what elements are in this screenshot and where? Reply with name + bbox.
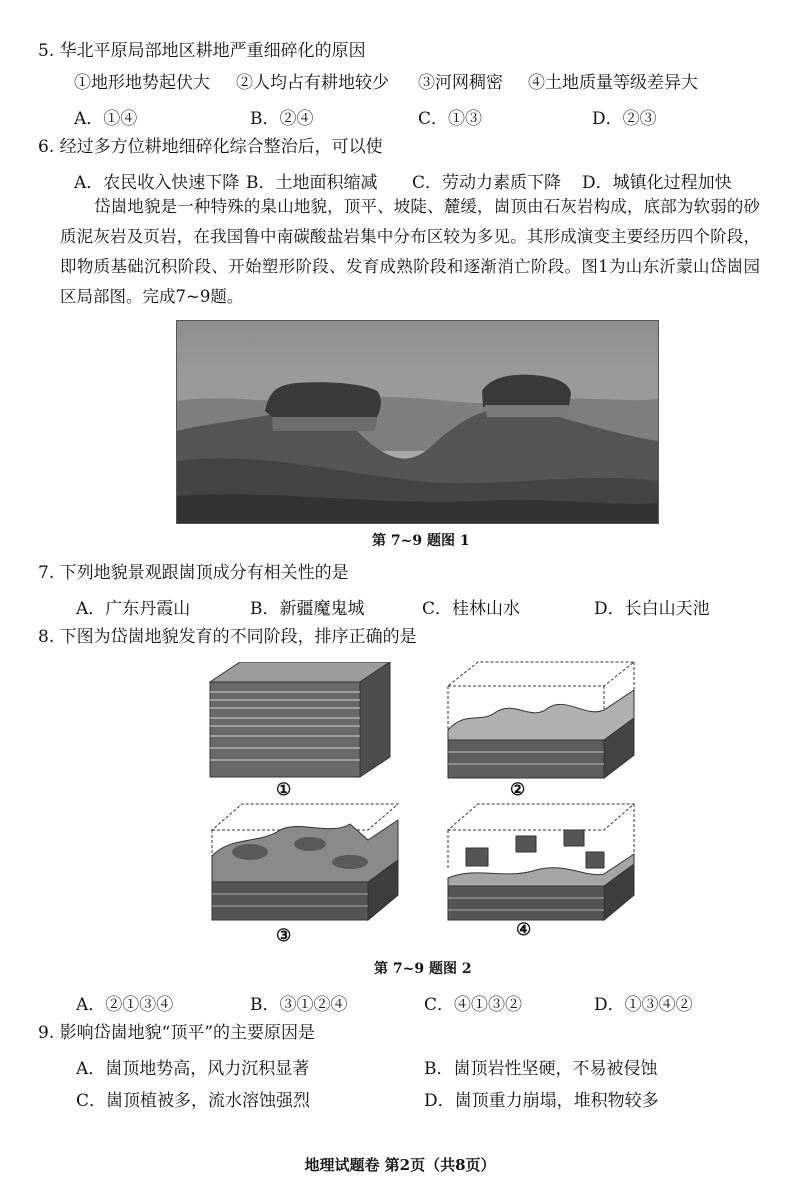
page-footer: 地理试题卷 第2页（共8页） (304, 1156, 496, 1174)
stage-label-3: ③ (276, 926, 292, 946)
q6-option-c: C．劳动力素质下降 (412, 173, 562, 193)
mesa-landscape-photo (176, 320, 659, 524)
question-9-stem: 9. 影响岱崮地貌“顶平”的主要原因是 (38, 1023, 316, 1043)
q5-option-a: A．①④ (74, 109, 138, 129)
question-5-stem: 5. 华北平原局部地区耕地严重细碎化的原因 (38, 41, 366, 61)
question-8-stem: 8. 下图为岱崮地貌发育的不同阶段，排序正确的是 (38, 627, 417, 647)
stage-label-2: ② (510, 780, 526, 800)
stage-block-1-diagram (200, 662, 400, 782)
stage-block-2-diagram (436, 660, 646, 780)
q5-option-b: B．②④ (250, 109, 314, 129)
q5-option-d: D．②③ (592, 109, 657, 129)
q9-option-a: A．崮顶地势高，风力沉积显著 (76, 1059, 310, 1079)
mesa-landscape-image (177, 321, 658, 523)
figure-2-caption: 第 7~9 题图 2 (374, 961, 472, 977)
q5-item-1: ①地形地势起伏大 (74, 73, 210, 93)
q7-option-b: B．新疆魔鬼城 (250, 599, 365, 619)
q5-option-c: C．①③ (418, 109, 483, 129)
q5-item-4: ④土地质量等级差异大 (528, 73, 698, 93)
reading-passage: 岱崮地貌是一种特殊的臬山地貌，顶平、坡陡、麓缓，崮顶由石灰岩构成，底部为软弱的砂质泥灰岩及页岩，在我国鲁中南碳酸盐岩集中分布区较为多见。其形成演变主要经历四个阶段，即物质基础沉积阶段、开始塑形阶段、发育成熟阶段和逐渐消亡阶段。图1为山东沂蒙山岱崮园区局部图。完成7~9题。 (60, 197, 760, 306)
stage-block-4-diagram (436, 800, 646, 925)
q6-option-b: B．土地面积缩减 (246, 173, 378, 193)
q6-option-d: D．城镇化过程加快 (582, 173, 732, 193)
question-6-stem: 6. 经过多方位耕地细碎化综合整治后，可以使 (38, 137, 383, 157)
q7-option-a: A．广东丹霞山 (76, 599, 191, 619)
q8-option-c: C．④①③② (424, 995, 523, 1015)
figure-1-caption: 第 7~9 题图 1 (372, 533, 470, 549)
q6-option-a: A．农民收入快速下降 (74, 173, 240, 193)
q9-option-b: B．崮顶岩性坚硬，不易被侵蚀 (424, 1059, 658, 1079)
q9-option-d: D．崮顶重力崩塌，堆积物较多 (424, 1091, 659, 1111)
stage-label-1: ① (276, 780, 292, 800)
stage-label-4: ④ (516, 920, 532, 940)
q7-option-c: C．桂林山水 (422, 599, 521, 619)
q8-option-d: D．①③④② (594, 995, 693, 1015)
q8-option-b: B．③①②④ (250, 995, 348, 1015)
q9-option-c: C．崮顶植被多，流水溶蚀强烈 (76, 1091, 311, 1111)
q7-option-d: D．长白山天池 (594, 599, 710, 619)
question-7-stem: 7. 下列地貌景观跟崮顶成分有相关性的是 (38, 563, 349, 583)
q8-option-a: A．②①③④ (76, 995, 174, 1015)
q5-item-2: ②人均占有耕地较少 (236, 73, 389, 93)
stage-block-3-diagram (200, 800, 410, 925)
q5-item-3: ③河网稠密 (418, 73, 503, 93)
